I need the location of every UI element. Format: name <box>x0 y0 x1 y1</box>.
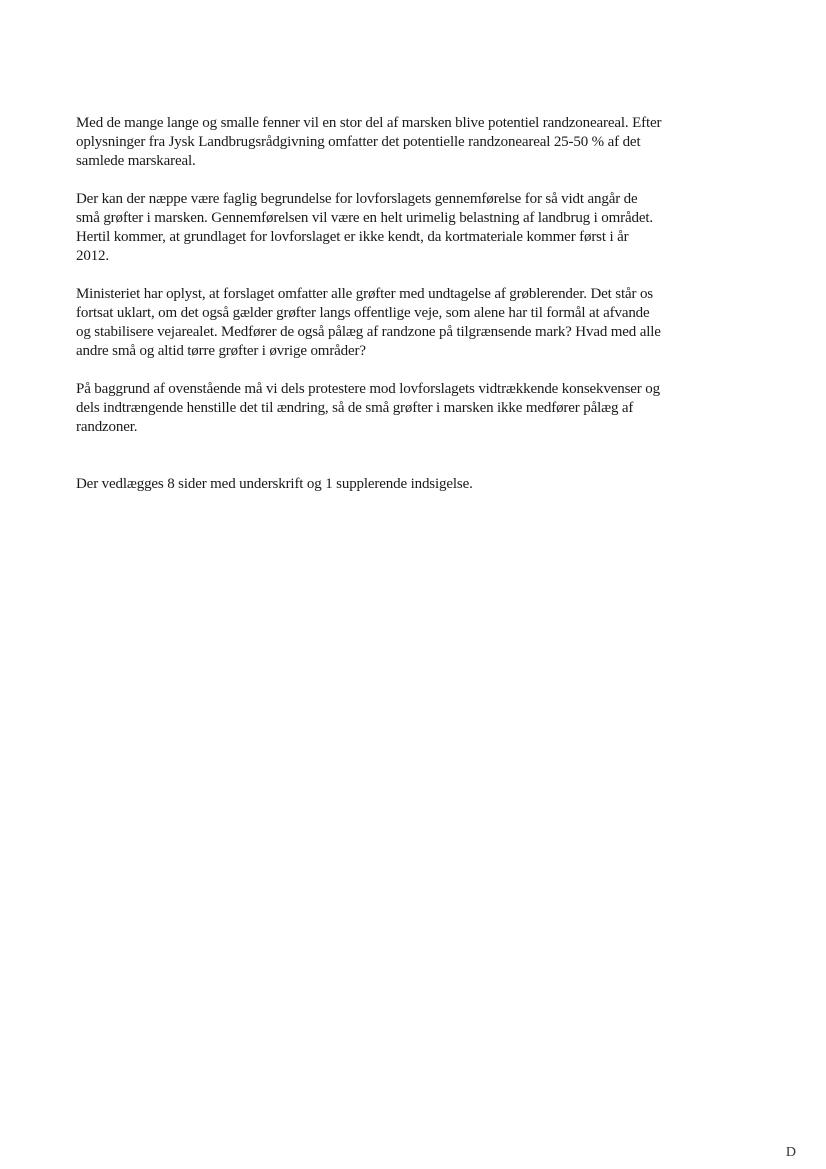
text-line: På baggrund af ovenstående må vi dels protestere mod lovforslagets vidtrækkende konsekvenser og <box>76 381 660 397</box>
paragraph-ministry <box>76 285 752 361</box>
paragraph-spacer <box>76 361 752 380</box>
text-line: randzoner. <box>76 419 138 435</box>
page-corner-mark: D <box>785 1145 796 1160</box>
paragraph-attachments <box>76 475 752 494</box>
paragraph-spacer <box>76 437 752 475</box>
text-line: oplysninger fra Jysk Landbrugsrådgivning omfatter det potentielle randzoneareal 25-50 % af det <box>76 134 641 150</box>
paragraph-justification <box>76 190 752 266</box>
text-line: og stabilisere vejarealet. Medfører de også pålæg af randzone på tilgrænsende mark? Hvad med alle <box>76 324 661 340</box>
text-line: 2012. <box>76 248 110 264</box>
text-line: Med de mange lange og smalle fenner vil en stor del af marsken blive potentiel randzoneareal. Efter <box>76 115 662 131</box>
text-line: fortsat uklart, om det også gælder grøfter langs offentlige veje, som alene har til formål at afvande <box>76 305 650 321</box>
text-line: samlede marskareal. <box>76 153 196 169</box>
text-line: andre små og altid tørre grøfter i øvrige områder? <box>76 343 366 359</box>
paragraph-randzone-area <box>76 114 752 171</box>
text-line: Hertil kommer, at grundlaget for lovforslaget er ikke kendt, da kortmateriale kommer først i år <box>76 229 629 245</box>
text-line: Ministeriet har oplyst, at forslaget omfatter alle grøfter med undtagelse af grøblerender. Det står os <box>76 286 653 302</box>
text-line: Der kan der næppe være faglig begrundelse for lovforslagets gennemførelse for så vidt angår de <box>76 191 638 207</box>
paragraph-protest <box>76 380 752 437</box>
paragraph-spacer <box>76 266 752 285</box>
paragraph-spacer <box>76 171 752 190</box>
text-line: dels indtrængende henstille det til ændring, så de små grøfter i marsken ikke medfører pålæg af <box>76 400 634 416</box>
text-line: Der vedlægges 8 sider med underskrift og 1 supplerende indsigelse. <box>76 476 473 492</box>
text-line: små grøfter i marsken. Gennemførelsen vil være en helt urimelig belastning af landbrug i området. <box>76 210 653 226</box>
document-body <box>76 114 752 494</box>
